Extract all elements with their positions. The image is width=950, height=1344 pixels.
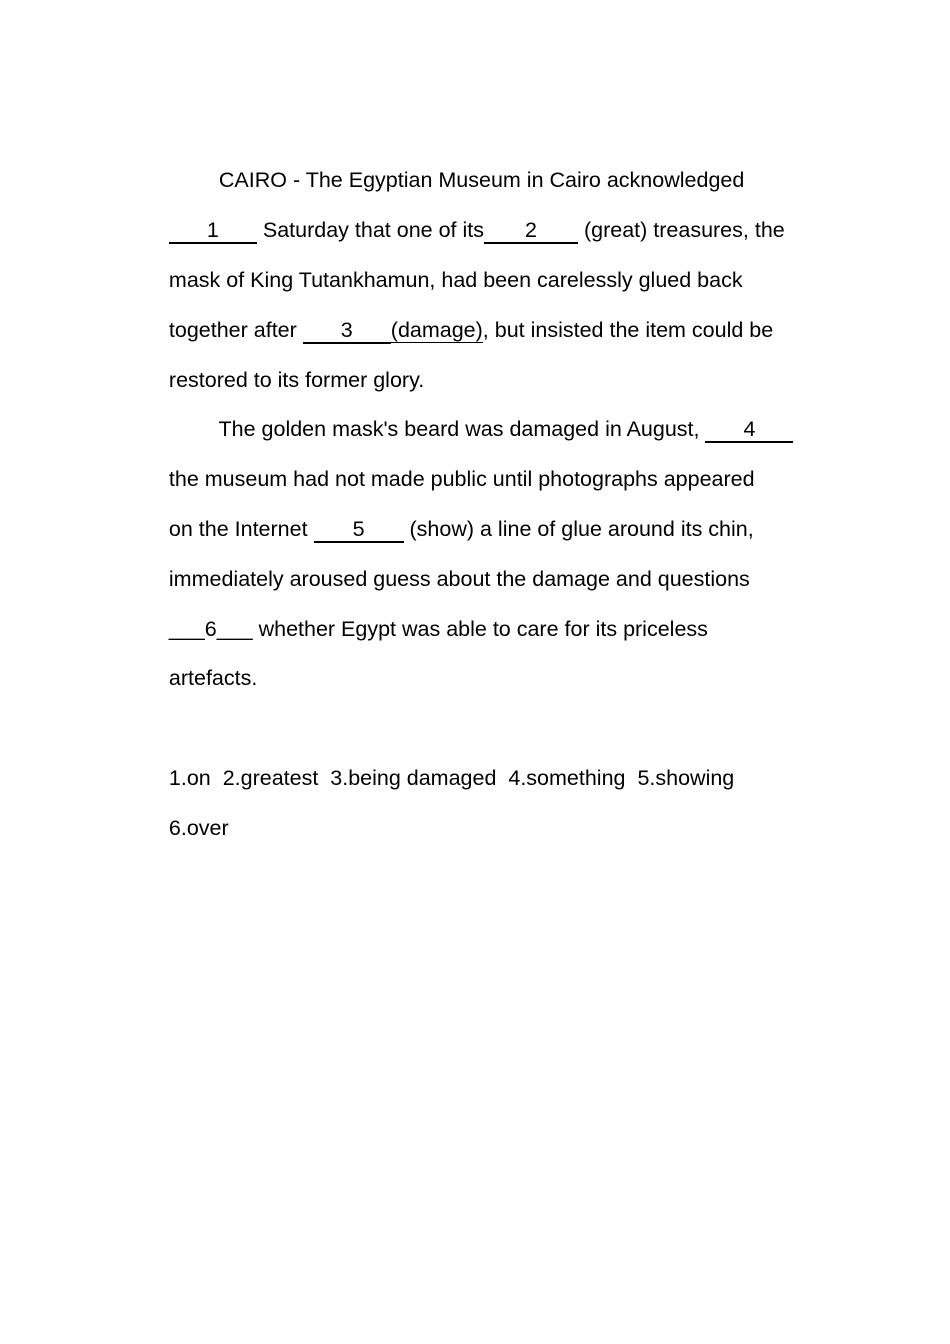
p2-line-6-text: artefacts.: [168, 666, 258, 690]
blank-4: 4: [705, 417, 793, 443]
blank-5: 5: [314, 517, 404, 543]
p1-line-4-text-b: , but insisted the item could be: [482, 318, 774, 342]
p1-line-5-text: restored to its former glory.: [168, 368, 425, 392]
p1-line-3-text: mask of King Tutankhamun, had been carelessly glued back: [168, 268, 743, 292]
p2-line-3-text-a: on the Internet: [168, 517, 314, 541]
blank-1: 1: [169, 218, 257, 244]
blank-2: 2: [484, 218, 578, 244]
p2-line-1-text: The golden mask's beard was damaged in August,: [218, 417, 706, 441]
p2-line-2-text: the museum had not made public until photographs appeared: [168, 467, 755, 491]
answers-line-2: [145, 783, 229, 873]
blank-3: 3: [303, 318, 391, 344]
p1-line-4-text-a: together after: [168, 318, 303, 342]
p2-line-6: [145, 633, 257, 723]
blank-3-hint: (damage): [390, 318, 483, 342]
p2-line-5-text: whether Egypt was able to care for its priceless: [252, 617, 708, 641]
p2-line-3-text-b: (show) a line of glue around its chin,: [403, 517, 754, 541]
p1-line-2-text-b: (great) treasures, the: [578, 218, 785, 242]
p2-line-4-text: immediately aroused guess about the damage and questions: [168, 567, 750, 591]
p1-line-2-text-a: Saturday that one of its: [256, 218, 484, 242]
answers-line-1-text: 1.on 2.greatest 3.being damaged 4.something 5.showing: [168, 766, 735, 790]
answers-line-1: [145, 733, 734, 823]
p1-line-1-text: CAIRO - The Egyptian Museum in Cairo acknowledged: [218, 168, 745, 192]
answers-line-2-text: 6.over: [168, 816, 229, 840]
blank-6: ___6___: [168, 617, 253, 641]
